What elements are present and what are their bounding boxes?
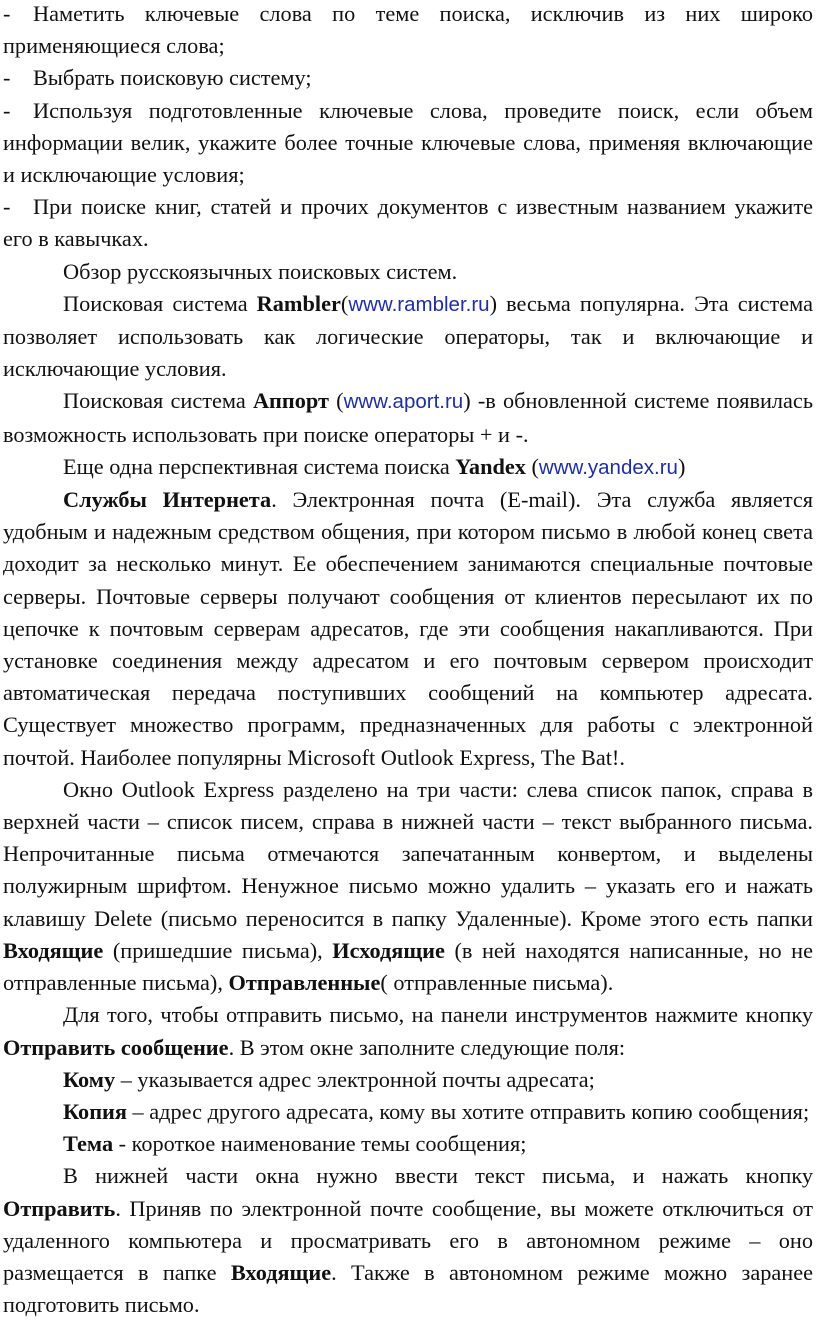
subject-field-paragraph: Тема - короткое наименование темы сообщения;	[63, 1131, 527, 1157]
send-message-label: Отправить сообщение	[3, 1034, 229, 1060]
aport-name: Аппорт	[252, 388, 329, 414]
bullet-text: При поиске книг, статей и прочих документов с известным названием укажите его в кавычках.	[3, 194, 813, 252]
cc-field-paragraph: Копия – адрес другого адресата, кому вы хотите отправить копию сообщения;	[63, 1098, 810, 1124]
sent-folder-label: Отправленные	[228, 970, 381, 996]
to-field-label: Кому	[63, 1066, 116, 1092]
yandex-link[interactable]: www.yandex.ru	[538, 455, 678, 479]
overview-heading: Обзор русскоязычных поисковых систем.	[63, 258, 458, 284]
bullet-item: - Выбрать поисковую систему;	[3, 65, 312, 91]
rambler-name: Rambler	[256, 290, 341, 316]
bullet-text: Наметить ключевые слова по теме поиска, исключив из них широко применяющиеся слова;	[3, 1, 813, 59]
rambler-paragraph: Поисковая система Rambler(www.rambler.ru) весьма популярна. Эта система позволяет использовать как логические операторы, так и включающие и исключающие условия.	[3, 290, 813, 382]
outbox-folder-label: Исходящие	[332, 937, 445, 963]
send-paragraph: Для того, чтобы отправить письмо, на панели инструментов нажмите кнопку Отправить сообщение. В этом окне заполните следующие поля:	[3, 1002, 813, 1060]
inbox-folder-label-2: Входящие	[230, 1259, 332, 1285]
aport-link[interactable]: www.aport.ru	[343, 390, 464, 414]
bullet-item: - Используя подготовленные ключевые слова, проведите поиск, если объем информации велик, укажите более точные ключевые слова, применяя включающие и исключающие условия;	[3, 97, 813, 188]
inbox-folder-label: Входящие	[3, 937, 104, 963]
rambler-link[interactable]: www.rambler.ru	[348, 292, 490, 316]
bullet-item: - При поиске книг, статей и прочих документов с известным названием укажите его в кавычках.	[3, 194, 813, 252]
yandex-paragraph: Еще одна перспективная система поиска Yandex (www.yandex.ru)	[63, 453, 686, 479]
aport-paragraph: Поисковая система Аппорт (www.aport.ru) -в обновленной системе появилась возможность использовать при поиске операторы + и -.	[3, 388, 813, 447]
send-button-label: Отправить	[3, 1195, 116, 1221]
internet-services-paragraph: Службы Интернета. Электронная почта (E-mail). Эта служба является удобным и надежным средством общения, при котором письмо в любой конец света доходит за несколько минут. Ее обеспечением занимаются специальные почтовые серверы. Почтовые серверы получают сообщения от клиентов пересылают их по цепочке к почтовым серверам адресатов, где эти сообщения накапливаются. При установке соединения между адресатом и его почтовым сервером происходит автоматическая передача поступивших сообщений на компьютер адресата. Существует множество программ, предназначенных для работы с электронной почтой. Наиболее популярны Microsoft Outlook Express, The Bat!.	[3, 487, 813, 770]
services-title: Службы Интернета	[63, 487, 272, 513]
cc-field-label: Копия	[63, 1098, 127, 1124]
bullet-text: Выбрать поисковую систему;	[33, 65, 312, 91]
subject-field-label: Тема	[63, 1131, 114, 1157]
yandex-name: Yandex	[455, 453, 526, 479]
bullet-text: Используя подготовленные ключевые слова, проведите поиск, если объем информации велик, укажите более точные ключевые слова, применяя включающие и исключающие условия;	[3, 97, 813, 188]
bullet-item: - Наметить ключевые слова по теме поиска, исключив из них широко применяющиеся слова;	[3, 1, 813, 59]
to-field-paragraph: Кому – указывается адрес электронной почты адресата;	[63, 1066, 595, 1092]
outlook-paragraph: Окно Outlook Express разделено на три части: слева список папок, справа в верхней части – список писем, справа в нижней части – текст выбранного письма. Непрочитанные письма отмечаются запечатанным конвертом, и выделены полужирным шрифтом. Ненужное письмо можно удалить – указать его и нажать клавишу Delete (письмо переносится в папку Удаленные). Кроме этого есть папки Входящие (пришедшие письма), Исходящие (в ней находятся написанные, но не отправленные письма), Отправленные( отправленные письма).	[3, 776, 813, 996]
final-paragraph: В нижней части окна нужно ввести текст письма, и нажать кнопку Отправить. Приняв по электронной почте сообщение, вы можете отключиться от удаленного компьютера и просматривать его в автономном режиме – оно размещается в папке Входящие. Также в автономном режиме можно заранее подготовить письмо.	[3, 1163, 813, 1318]
